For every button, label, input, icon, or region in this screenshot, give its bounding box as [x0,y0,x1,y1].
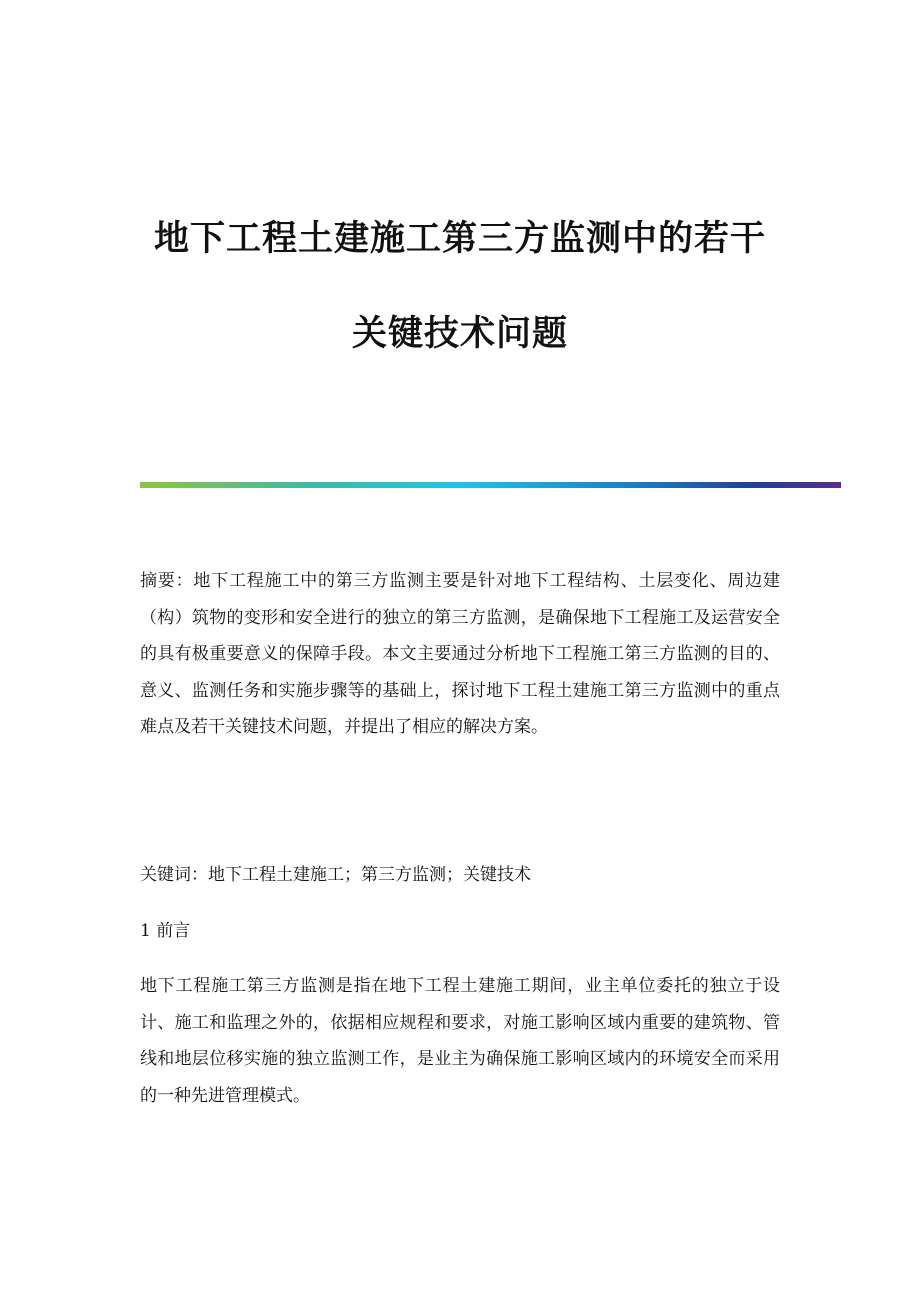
section-heading: 1 前言 [140,921,191,941]
document-title-line-2: 关键技术问题 [351,314,568,354]
document-title-line-1: 地下工程土建施工第三方监测中的若干 [153,219,766,259]
intro-paragraph: 地下工程施工第三方监测是指在地下工程土建施工期间，业主单位委托的独立于设计、施工和监理之外的，依据相应规程和要求，对施工影响区域内重要的建筑物、管线和地层位移实施的独立监测工作，是业主为确保施工影响区域内的环境安全而采用的一种先进管理模式。 [140,976,780,1106]
keywords-line: 关键词：地下工程土建施工；第三方监测；关键技术 [140,865,531,885]
gradient-divider [140,482,841,488]
abstract-paragraph: 摘要：地下工程施工中的第三方监测主要是针对地下工程结构、土层变化、周边建（构）筑物的变形和安全进行的独立的第三方监测，是确保地下工程施工及运营安全的具有极重要意义的保障手段。本文主要通过分析地下工程施工第三方监测的目的、意义、监测任务和实施步骤等的基础上，探讨地下工程土建施工第三方监测中的重点难点及若干关键技术问题，并提出了相应的解决方案。 [140,571,780,738]
